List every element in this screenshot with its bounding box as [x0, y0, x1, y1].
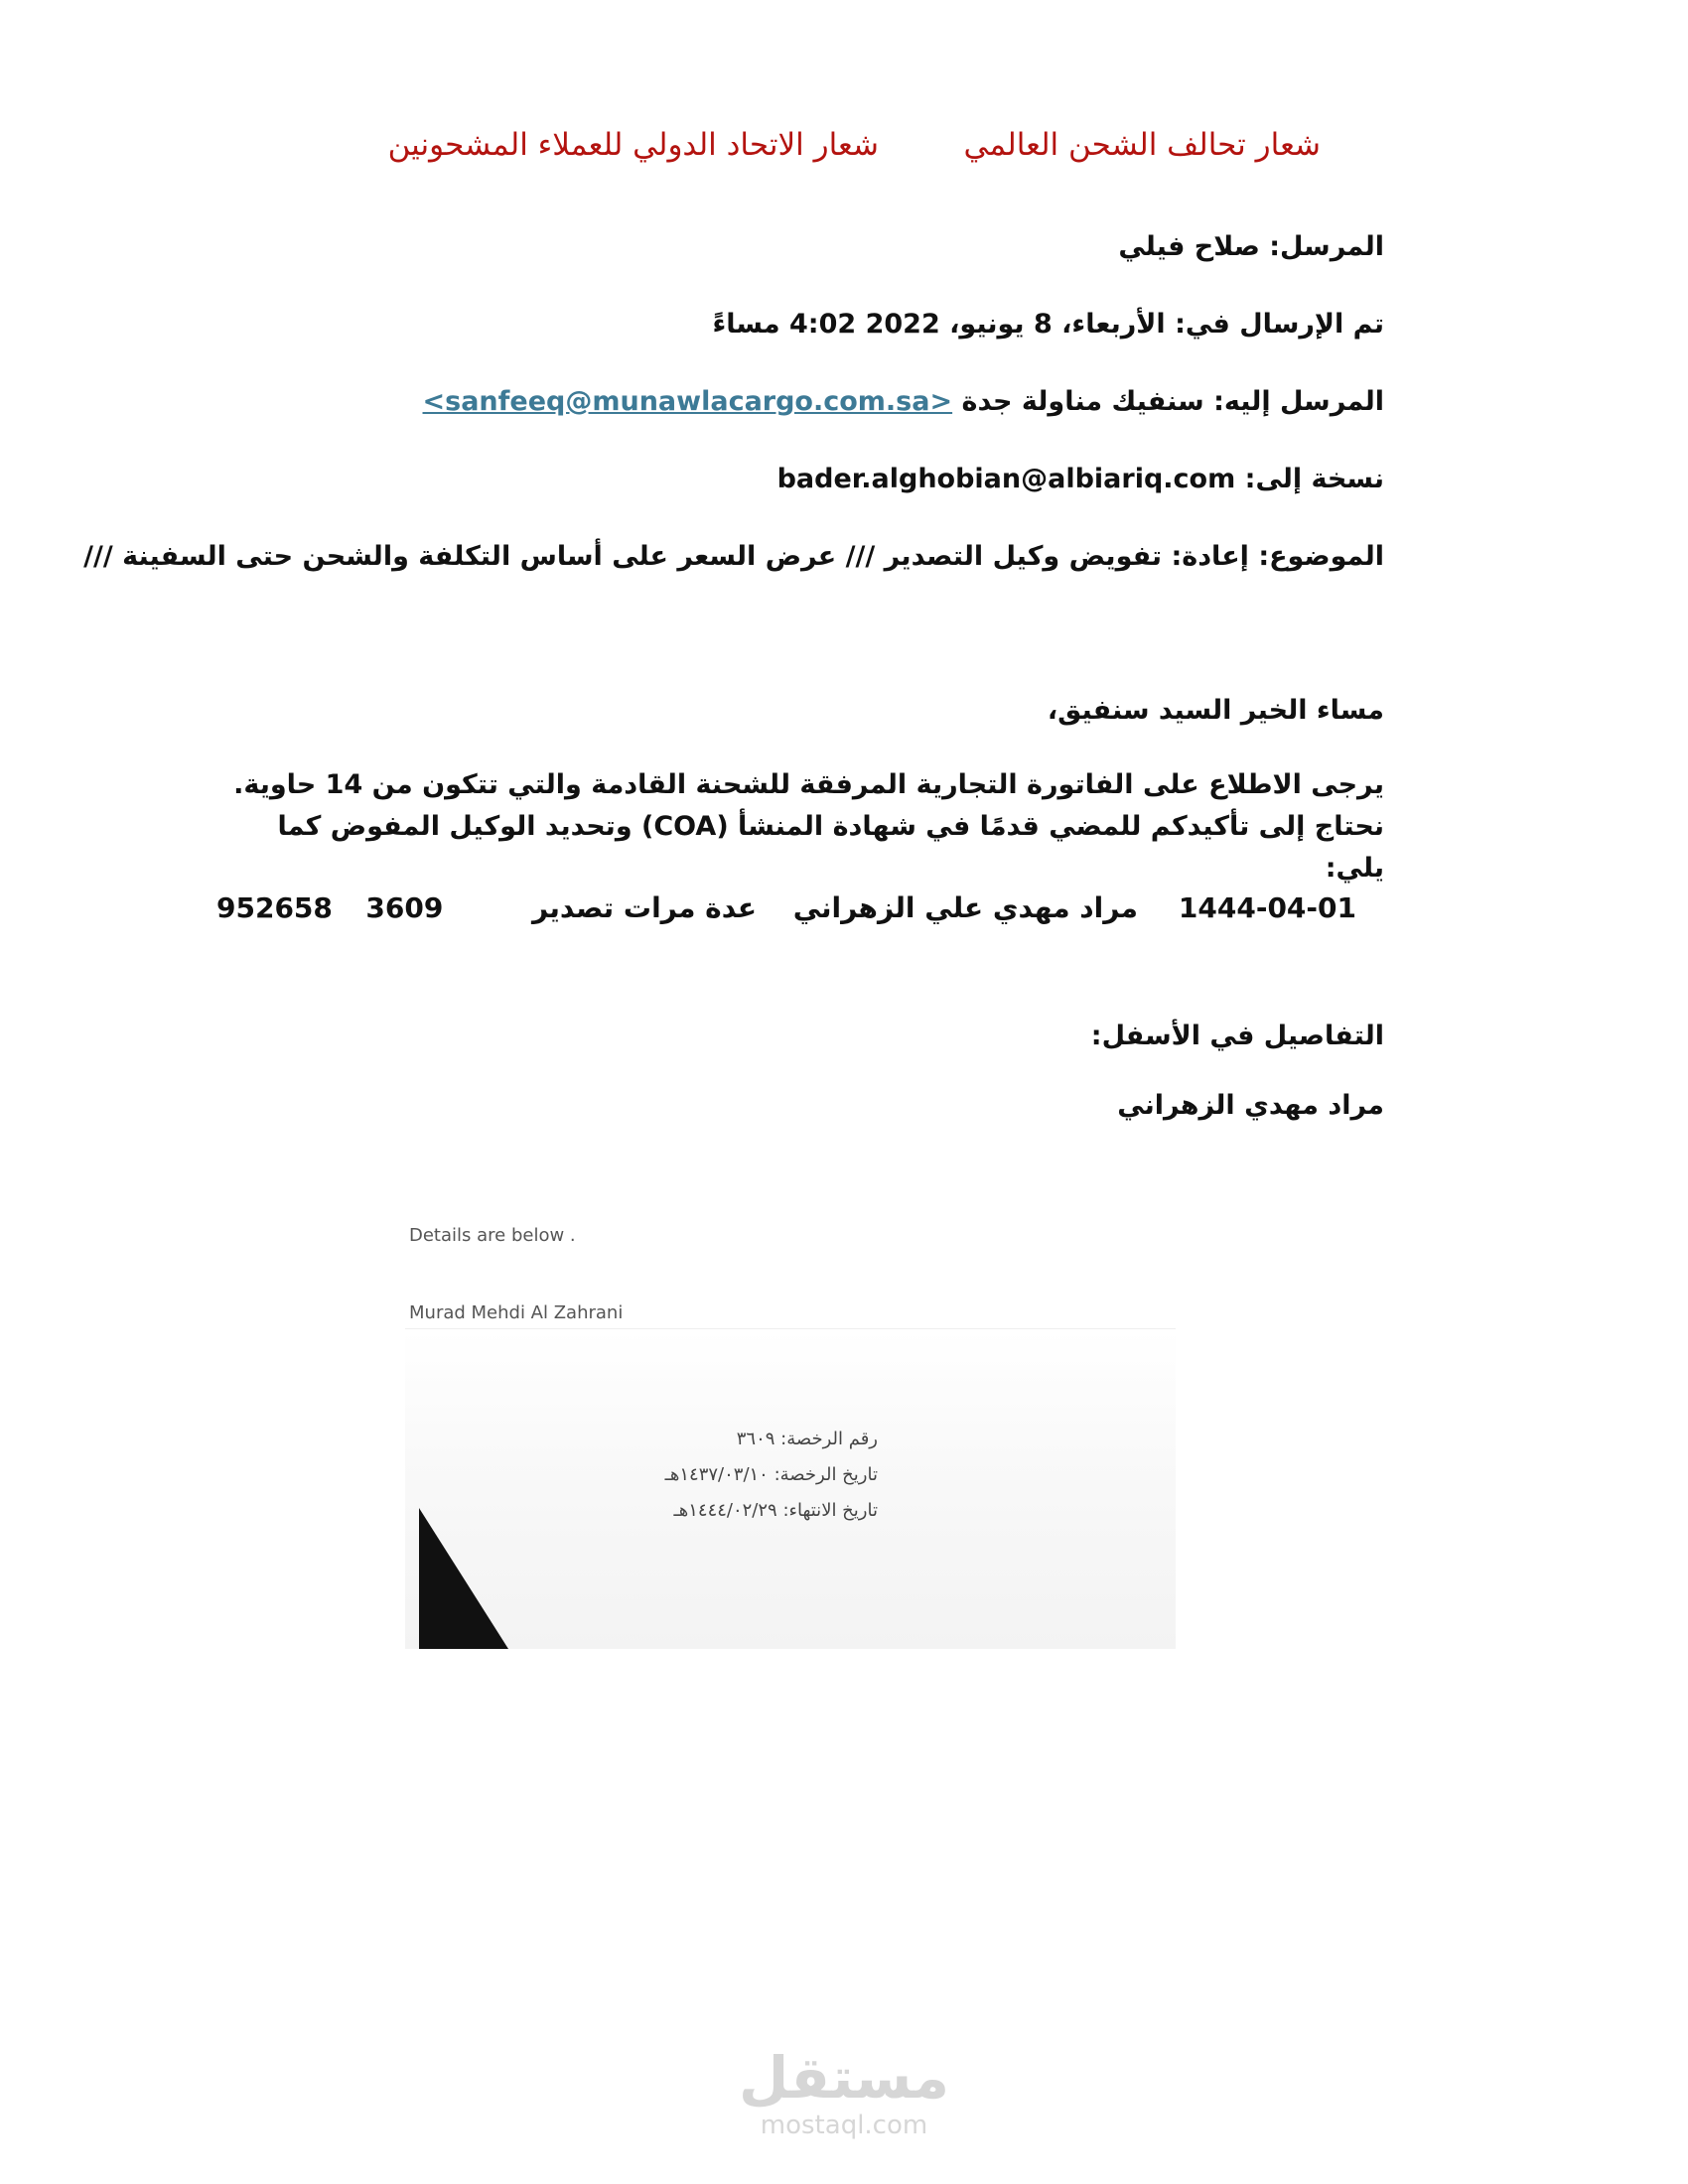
- embed-license-image: [405, 1328, 1176, 1649]
- watermark-latin: mostaql.com: [760, 2111, 928, 2140]
- dark-corner-shape: [419, 1508, 508, 1649]
- subject-line: [83, 541, 1384, 572]
- greeting: مساء الخير السيد سنفيق،: [1047, 695, 1384, 726]
- sent-value: الأربعاء، 8 يونيو، 2022 4:02 مساءً: [712, 309, 1166, 340]
- sent-label: تم الإرسال في:: [1175, 309, 1384, 340]
- to-line: [423, 386, 1384, 417]
- embed-caption-details: Details are below .: [409, 1225, 576, 1246]
- to-name: سنفيك مناولة جدة: [961, 386, 1204, 417]
- from-label: المرسل:: [1269, 231, 1384, 262]
- embed-caption-name: Murad Mehdi Al Zahrani: [409, 1302, 624, 1323]
- mostaql-watermark: [735, 2045, 953, 2154]
- cc-line: [777, 464, 1384, 494]
- details-heading: التفاصيل في الأسفل:: [1090, 1021, 1384, 1051]
- cc-email: bader.alghobian@albiariq.com: [776, 464, 1236, 494]
- agent-number: 952658: [216, 891, 333, 924]
- agent-name: مراد مهدي علي الزهراني: [792, 891, 1138, 924]
- embedded-screenshot: [405, 1211, 1180, 1648]
- to-label: المرسل إليه:: [1213, 386, 1384, 417]
- subject-value: إعادة: تفويض وكيل التصدير /// عرض السعر على أساس التكلفة والشحن حتى السفينة ///: [83, 541, 1249, 572]
- signature: مراد مهدي الزهراني: [1117, 1090, 1384, 1121]
- agent-license: 3609: [365, 891, 444, 924]
- body-paragraph: يرجى الاطلاع على الفاتورة التجارية المرفقة للشحنة القادمة والتي تتكون من 14 حاوية. نحتاج إلى تأكيدكم للمضي قدمًا في شهادة المنشأ (COA) وتحديد الوكيل المفوض كما يلي:: [233, 769, 1384, 884]
- header-logos: [377, 127, 1321, 187]
- agent-date: 1444-04-01: [1178, 891, 1356, 924]
- license-number: رقم الرخصة: ٣٦٠٩: [736, 1429, 878, 1449]
- from-value: صلاح فيلي: [1118, 231, 1260, 262]
- license-date: تاريخ الرخصة: ١٤٣٧/٠٣/١٠هـ: [664, 1464, 878, 1485]
- from-line: [1118, 231, 1384, 262]
- agent-exports: عدة مرات تصدير: [531, 891, 757, 924]
- logo-union-text: شعار الاتحاد الدولي للعملاء المشحونين: [387, 127, 879, 163]
- logo-alliance-text: شعار تحالف الشحن العالمي: [963, 127, 1321, 163]
- to-email-link[interactable]: <sanfeeq@munawlacargo.com.sa>: [422, 386, 953, 417]
- subject-label: الموضوع:: [1258, 541, 1384, 572]
- license-expiry: تاريخ الانتهاء: ١٤٤٤/٠٢/٢٩هـ: [673, 1500, 878, 1521]
- watermark-arabic: مستقل: [738, 2044, 950, 2112]
- cc-label: نسخة إلى:: [1244, 464, 1384, 494]
- agent-numbers: [216, 891, 443, 924]
- sent-line: [712, 309, 1384, 340]
